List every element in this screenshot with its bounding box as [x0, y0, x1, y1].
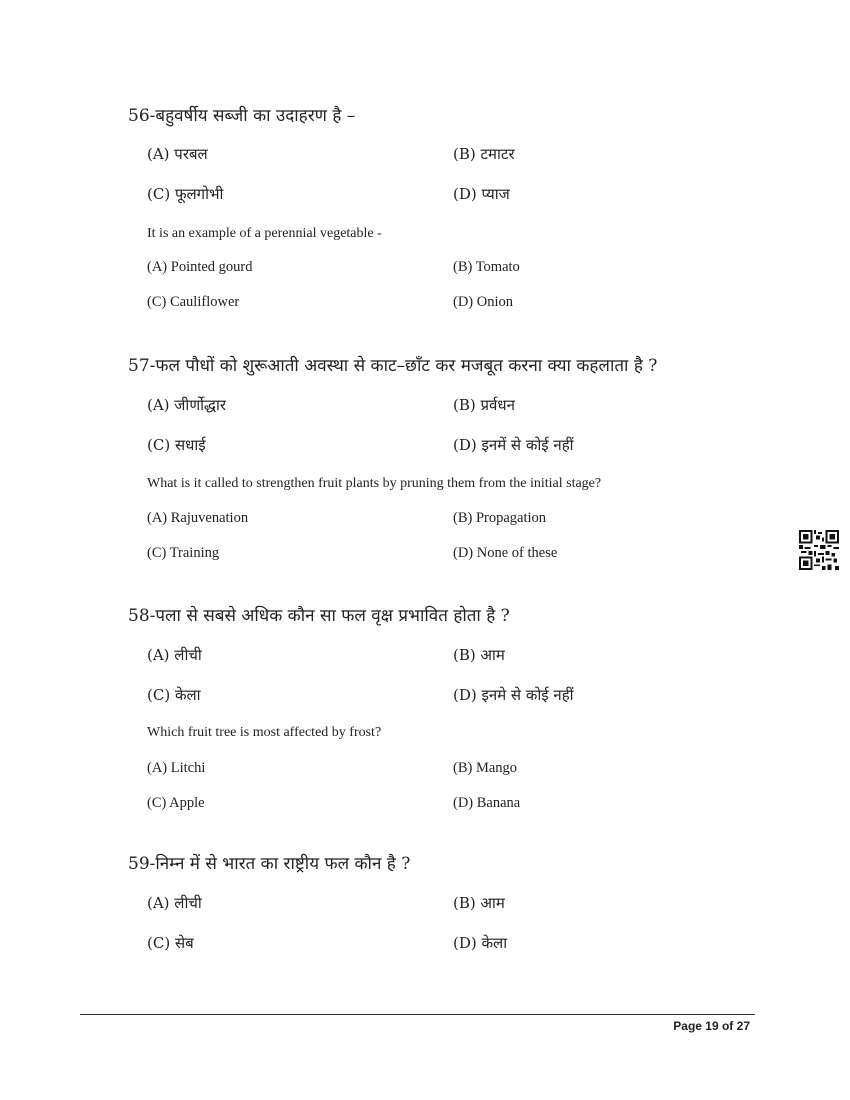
q56-english-option-a: (A) Pointed gourd — [147, 259, 253, 275]
q56-hindi-option-d: (D) प्याज — [453, 185, 510, 203]
question-57-hindi: 57-फल पौधों को शुरूआती अवस्था से काट–छाँट कर मजबूत करना क्या कहलाता है ? — [128, 356, 658, 376]
q56-english-option-d: (D) Onion — [453, 294, 514, 310]
q57-hindi-option-d: (D) इनमें से कोई नहीं — [453, 436, 574, 454]
q57-hindi-option-a: (A) जीर्णोद्धार — [147, 396, 227, 414]
q56-english-option-b: (B) Tomato — [453, 259, 520, 275]
question-57-english: What is it called to strengthen fruit plants by pruning them from the initial stage? — [147, 476, 602, 491]
q58-hindi-option-d: (D) इनमे से कोई नहीं — [453, 686, 574, 704]
q59-hindi-option-b: (B) आम — [453, 894, 505, 912]
q56-hindi-option-a: (A) परबल — [147, 145, 208, 163]
footer-divider — [80, 1014, 755, 1015]
question-58-english: Which fruit tree is most affected by frost? — [147, 725, 382, 740]
qr-code-icon — [799, 530, 839, 570]
page-number: Page 19 of 27 — [673, 1019, 750, 1033]
q56-hindi-option-b: (B) टमाटर — [453, 145, 515, 163]
q58-english-option-d: (D) Banana — [453, 795, 521, 811]
q58-hindi-option-c: (C) केला — [147, 686, 201, 704]
q57-hindi-option-c: (C) सधाई — [147, 436, 206, 454]
q57-english-option-b: (B) Propagation — [453, 510, 547, 526]
q58-english-option-a: (A) Litchi — [147, 760, 206, 776]
q56-english-option-c: (C) Cauliflower — [147, 294, 240, 310]
question-58-hindi: 58-पला से सबसे अधिक कौन सा फल वृक्ष प्रभावित होता है ? — [128, 606, 510, 626]
q57-english-option-c: (C) Training — [147, 545, 220, 561]
question-59-hindi: 59-निम्न में से भारत का राष्ट्रीय फल कौन है ? — [128, 854, 411, 874]
q58-english-option-c: (C) Apple — [147, 795, 205, 811]
q59-hindi-option-d: (D) केला — [453, 934, 508, 952]
q57-english-option-a: (A) Rajuvenation — [147, 510, 249, 526]
question-56-hindi: 56-बहुवर्षीय सब्जी का उदाहरण है – — [128, 106, 356, 126]
q58-hindi-option-a: (A) लीची — [147, 646, 202, 664]
q58-hindi-option-b: (B) आम — [453, 646, 505, 664]
q56-hindi-option-c: (C) फूलगोभी — [147, 185, 224, 203]
q57-english-option-d: (D) None of these — [453, 545, 558, 561]
q58-english-option-b: (B) Mango — [453, 760, 518, 776]
q59-hindi-option-c: (C) सेब — [147, 934, 194, 952]
question-56-english: It is an example of a perennial vegetable - — [147, 226, 382, 241]
q57-hindi-option-b: (B) प्रर्वधन — [453, 396, 515, 414]
q59-hindi-option-a: (A) लीची — [147, 894, 202, 912]
